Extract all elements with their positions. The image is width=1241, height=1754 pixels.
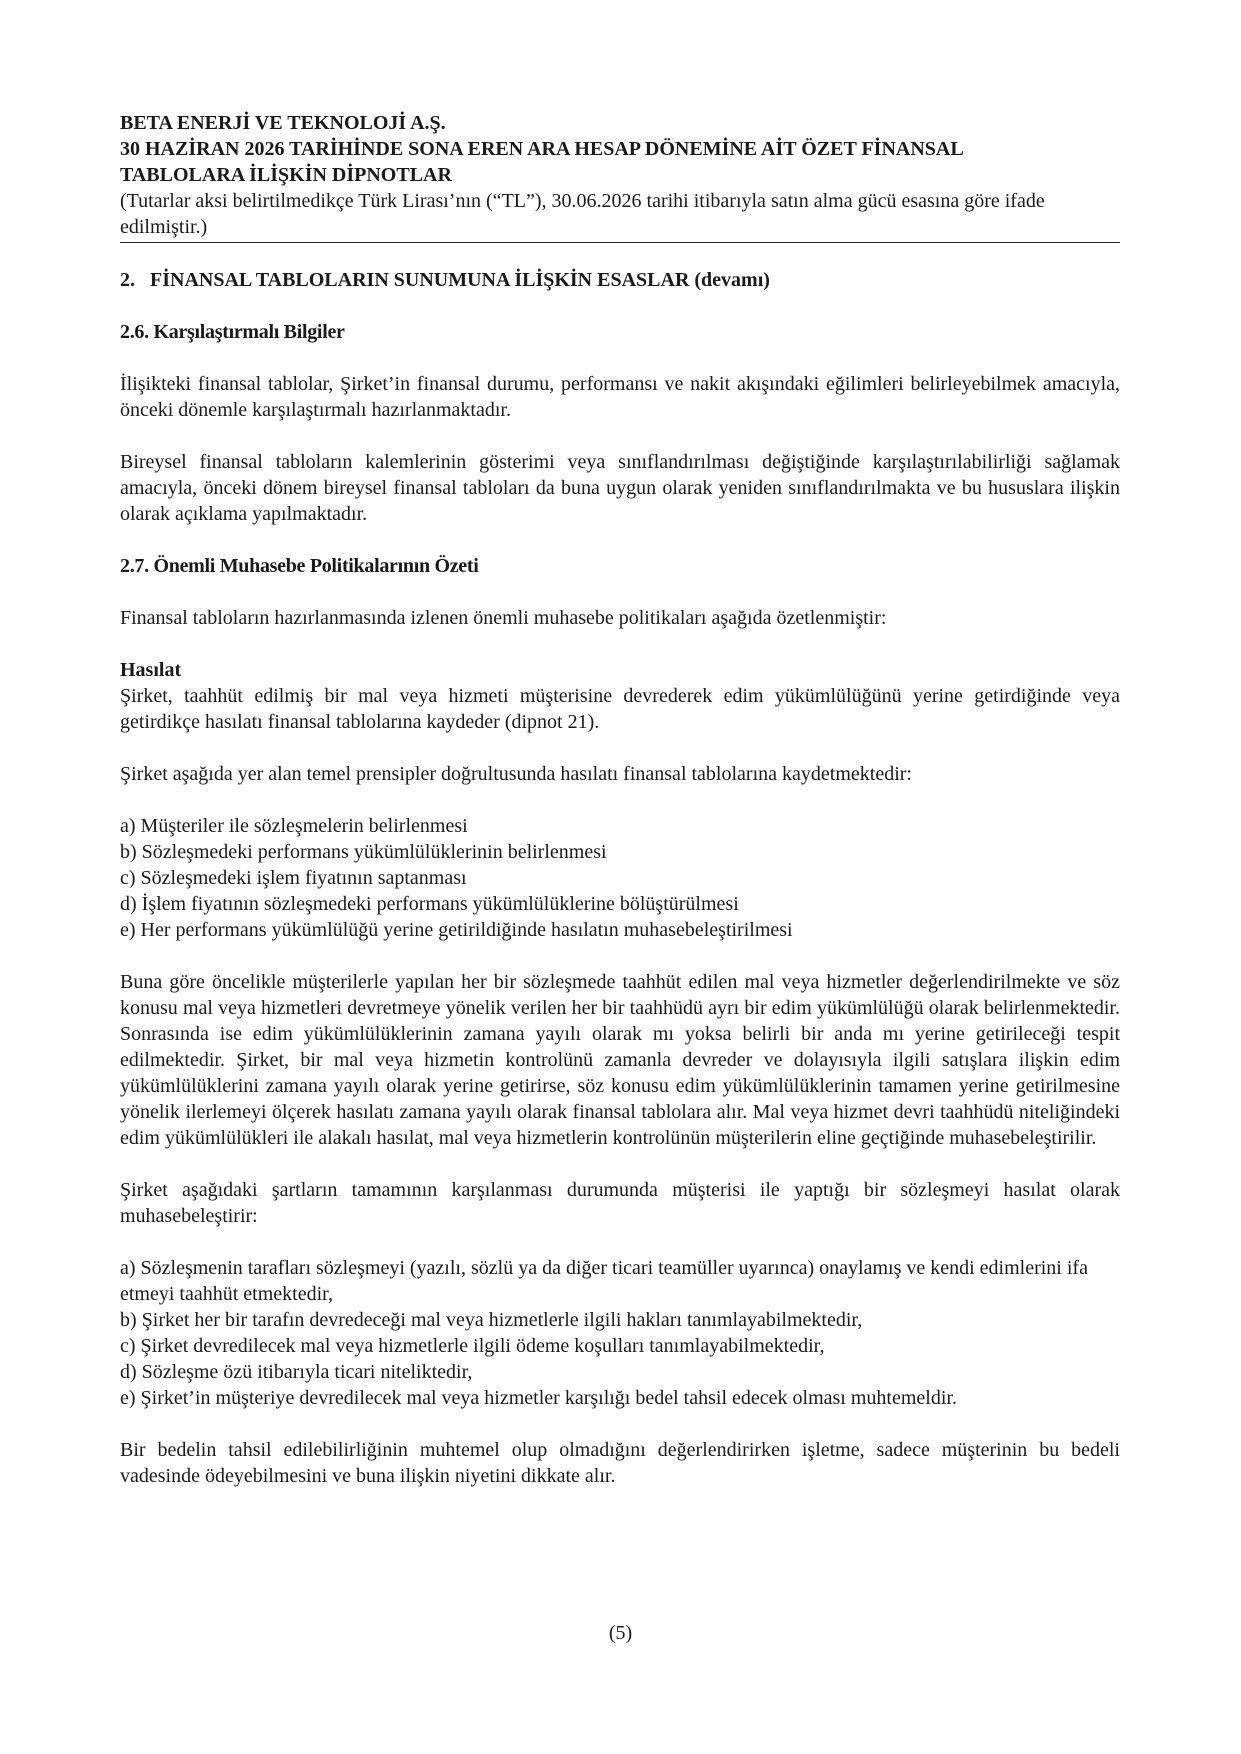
header-title-line1: 30 HAZİRAN 2026 TARİHİNDE SONA EREN ARA HESAP DÖNEMİNE AİT ÖZET FİNANSAL xyxy=(120,138,964,160)
list-item: d) İşlem fiyatının sözleşmedeki performans yükümlülüklerine bölüştürülmesi xyxy=(120,893,739,915)
conditions-list xyxy=(120,1255,1120,1411)
collectability-paragraph: Bir bedelin tahsil edilebilirliğinin muhtemel olup olmadığını değerlendirirken işletme, sadece müşterinin bu bedeli vadesinde ödeyebilmesini ve buna ilişkin niyetini dikkate alır. xyxy=(120,1439,1120,1487)
list-item: b) Sözleşmedeki performans yükümlülüklerinin belirlenmesi xyxy=(120,841,607,863)
page-number: (5) xyxy=(608,1622,633,1644)
conditions-intro: Şirket aşağıdaki şartların tamamının karşılanması durumunda müşterisi ile yaptığı bir sözleşmeyi hasılat olarak muhasebeleştirir: xyxy=(120,1179,1120,1227)
subsection-2-6-paragraph-2: Bireysel finansal tabloların kalemlerinin gösterimi veya sınıflandırılması değiştiğinde karşılaştırılabilirliği sağlamak amacıyla, önceki dönem bireysel finansal tabloları da buna uygun olarak yeniden sınıflandırılmakta ve bu hususlara ilişkin olarak açıklama yapılmaktadır. xyxy=(120,451,1120,525)
subsection-2-7-title: 2.7. Önemli Muhasebe Politikalarının Özeti xyxy=(120,555,479,577)
revenue-paragraph: Şirket, taahhüt edilmiş bir mal veya hizmeti müşterisine devrederek edim yükümlülüğünü yerine getirdiğinde veya getirdikçe hasılatı finansal tablolarına kaydeder (dipnot 21). xyxy=(120,685,1120,733)
principles-intro: Şirket aşağıda yer alan temel prensipler doğrultusunda hasılatı finansal tablolarına kaydetmektedir: xyxy=(120,763,912,785)
principles-list xyxy=(120,813,1120,943)
page-header xyxy=(120,110,1120,243)
subsection-2-6-title: 2.6. Karşılaştırmalı Bilgiler xyxy=(120,321,345,343)
list-item: b) Şirket her bir tarafın devredeceği mal veya hizmetlerle ilgili hakları tanımlayabilmektedir, xyxy=(120,1309,863,1331)
list-item: e) Her performans yükümlülüğü yerine getirildiğinde hasılatın muhasebeleştirilmesi xyxy=(120,919,793,941)
header-title-line2: TABLOLARA İLİŞKİN DİPNOTLAR xyxy=(120,164,452,186)
list-item: e) Şirket’in müşteriye devredilecek mal veya hizmetler karşılığı bedel tahsil edecek olması muhtemeldir. xyxy=(120,1387,957,1409)
currency-note: (Tutarlar aksi belirtilmedikçe Türk Lirası’nın (“TL”), 30.06.2026 tarihi itibarıyla satın alma gücü esasına göre ifade edilmiştir.) xyxy=(120,190,1045,238)
list-item: a) Müşteriler ile sözleşmelerin belirlenmesi xyxy=(120,815,468,837)
revenue-label: Hasılat xyxy=(120,659,182,681)
page-content xyxy=(120,110,1120,1489)
assessment-paragraph: Buna göre öncelikle müşterilerle yapılan her bir sözleşmede taahhüt edilen mal veya hizmetler değerlendirilmekte ve söz konusu mal veya hizmetleri devretmeye yönelik verilen her bir taahhüdü ayrı bir edim yükümlülüğü olarak belirlenmektedir. Sonrasında ise edim yükümlülüklerinin zamana yayılı olarak mı yoksa belirli bir anda mı yerine getirileceği tespit edilmektedir. Şirket, bir mal veya hizmetin kontrolünü zamanla devreder ve dolayısıyla ilgili satışlara ilişkin edim yükümlülüklerini zamana yayılı olarak yerine getirirse, söz konusu edim yükümlülüklerinin tamamen yerine getirilmesine yönelik ilerlemeyi ölçerek hasılatı zamana yayılı olarak finansal tablolara alır. Mal veya hizmet devri taahhüdü niteliğindeki edim yükümlülükleri ile alakalı hasılat, mal veya hizmetlerin kontrolünün müşterilerin eline geçtiğinde muhasebeleştirilir. xyxy=(120,971,1120,1149)
list-item: c) Sözleşmedeki işlem fiyatının saptanması xyxy=(120,867,467,889)
list-item: c) Şirket devredilecek mal veya hizmetlerle ilgili ödeme koşulları tanımlayabilmektedir, xyxy=(120,1335,825,1357)
policies-intro: Finansal tabloların hazırlanmasında izlenen önemli muhasebe politikaları aşağıda özetlenmiştir: xyxy=(120,607,887,629)
company-name: BETA ENERJİ VE TEKNOLOJİ A.Ş. xyxy=(120,112,446,134)
subsection-2-6-paragraph-1: İlişikteki finansal tablolar, Şirket’in finansal durumu, performansı ve nakit akışındaki eğilimleri belirleyebilmek amacıyla, önceki dönemle karşılaştırmalı hazırlanmaktadır. xyxy=(120,373,1120,421)
list-item: a) Sözleşmenin tarafları sözleşmeyi (yazılı, sözlü ya da diğer ticari teamüller uyarınca) onaylamış ve kendi edimlerini ifa etmeyi taahhüt etmektedir, xyxy=(120,1257,1088,1305)
section-title: 2. FİNANSAL TABLOLARIN SUNUMUNA İLİŞKİN ESASLAR (devamı) xyxy=(120,269,770,291)
list-item: d) Sözleşme özü itibarıyla ticari niteliktedir, xyxy=(120,1361,473,1383)
header-divider xyxy=(120,242,1120,243)
